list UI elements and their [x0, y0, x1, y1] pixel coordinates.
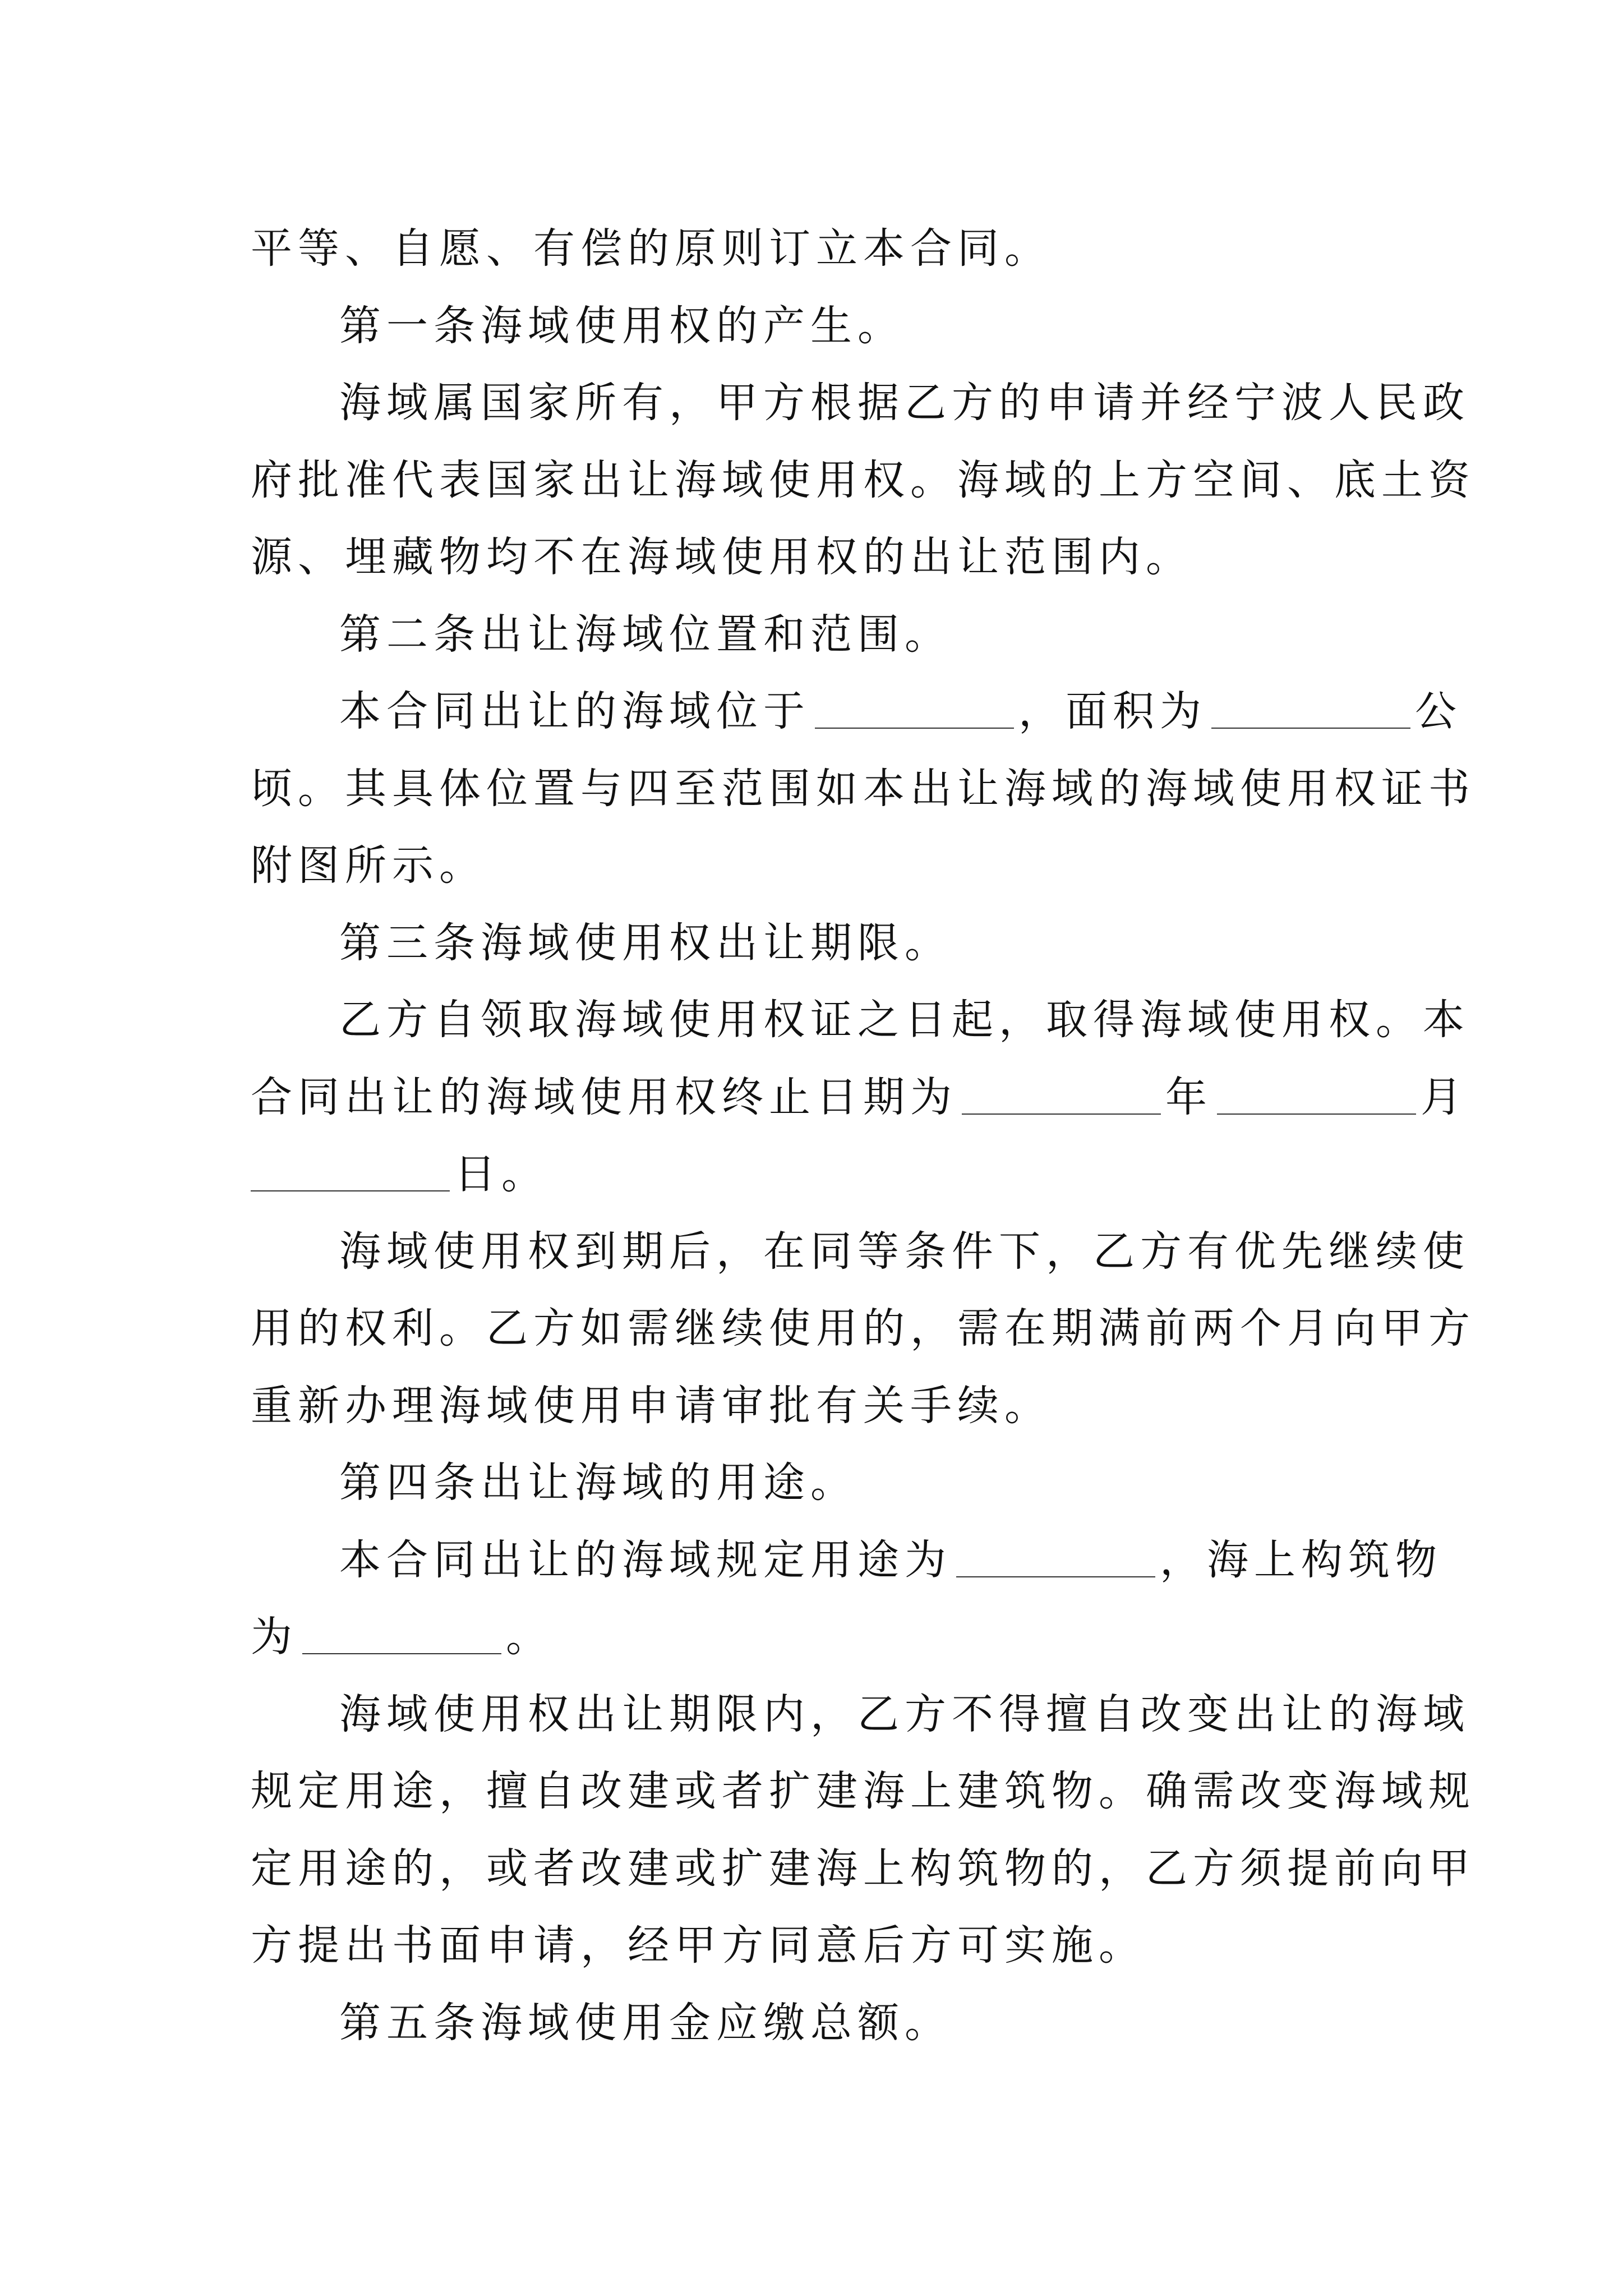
contract-body — [251, 210, 1476, 2062]
fill-in-blank[interactable] — [962, 1072, 1161, 1115]
text-line: 本合同出让的海域位于 ，面积为 公 — [339, 687, 1462, 735]
text-line: 合同出让的海域使用权终止日期为 年 月 — [251, 1073, 1468, 1121]
text-line: 定用途的，或者改建或扩建海上构筑物的，乙方须提前向甲 — [251, 1844, 1476, 1893]
fill-in-blank[interactable] — [956, 1535, 1155, 1577]
text-line: 海域使用权到期后，在同等条件下，乙方有优先继续使 — [339, 1227, 1470, 1276]
fill-in-blank[interactable] — [302, 1612, 501, 1654]
text-line: 重新办理海域使用申请审批有关手续。 — [251, 1381, 1052, 1430]
article-heading: 第二条出让海域位置和范围。 — [339, 610, 952, 659]
text-line: 附图所示。 — [251, 841, 486, 890]
text-line: 本合同出让的海域规定用途为 ，海上构筑物 — [339, 1535, 1442, 1584]
text-line: 府批准代表国家出让海域使用权。海域的上方空间、底土资 — [251, 455, 1476, 504]
article-heading: 第一条海域使用权的产生。 — [339, 301, 905, 350]
fill-in-blank[interactable] — [1211, 686, 1410, 729]
text-line: 用的权利。乙方如需继续使用的，需在期满前两个月向甲方 — [251, 1304, 1476, 1352]
text-line: 为 。 — [251, 1613, 553, 1661]
article-heading: 第四条出让海域的用途。 — [339, 1458, 857, 1507]
text-line: 平等、自愿、有偿的原则订立本合同。 — [251, 224, 1052, 273]
text-line: 顷。其具体位置与四至范围如本出让海域的海域使用权证书 — [251, 764, 1476, 813]
fill-in-blank[interactable] — [251, 1149, 450, 1191]
article-heading: 第五条海域使用金应缴总额。 — [339, 1998, 952, 2047]
text-line: 乙方自领取海域使用权证之日起，取得海域使用权。本 — [339, 996, 1470, 1044]
text-line: 规定用途，擅自改建或者扩建海上建筑物。确需改变海域规 — [251, 1767, 1476, 1815]
text-line: 源、埋藏物均不在海域使用权的出让范围内。 — [251, 533, 1193, 581]
text-line: 日。 — [251, 1136, 1384, 1213]
fill-in-blank[interactable] — [815, 686, 1014, 729]
article-heading: 第三条海域使用权出让期限。 — [339, 918, 952, 967]
text-line: 方提出书面申请，经甲方同意后方可实施。 — [251, 1921, 1146, 1970]
fill-in-blank[interactable] — [1217, 1072, 1416, 1115]
text-line: 海域属国家所有，甲方根据乙方的申请并经宁波人民政 — [339, 379, 1470, 427]
text-line: 海域使用权出让期限内，乙方不得擅自改变出让的海域 — [339, 1690, 1470, 1738]
